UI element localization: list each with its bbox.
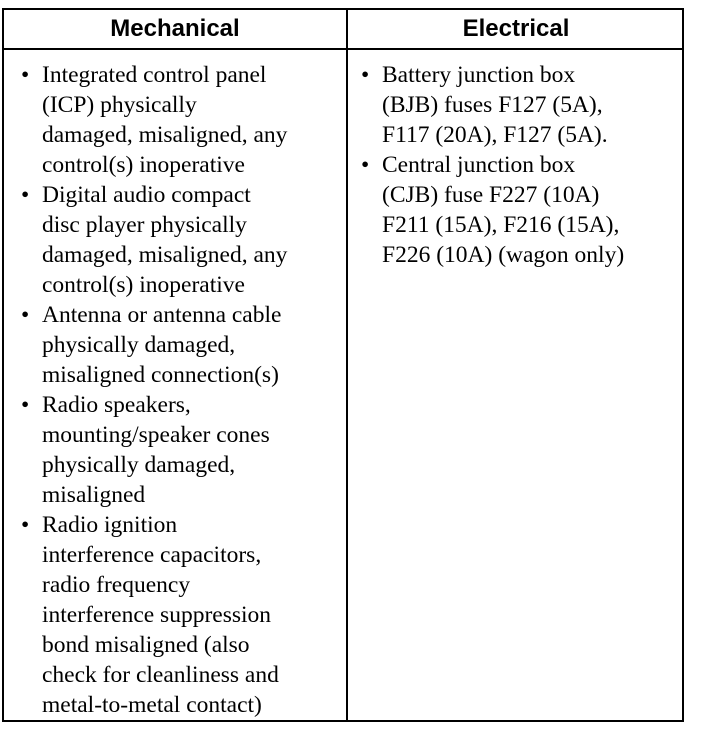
- mechanical-item-line: Integrated control panel: [42, 62, 267, 88]
- electrical-list: [356, 60, 678, 270]
- electrical-item-line: (CJB) fuse F227 (10A): [382, 182, 600, 208]
- electrical-item: [356, 150, 678, 270]
- mechanical-item-line: misaligned connection(s): [42, 362, 279, 388]
- bullet-icon: •: [361, 62, 370, 88]
- mechanical-item-line: control(s) inoperative: [42, 152, 245, 178]
- mechanical-list: [16, 60, 344, 720]
- mechanical-item-line: radio frequency: [42, 572, 191, 598]
- mechanical-item-line: Antenna or antenna cable: [42, 302, 282, 328]
- header-mechanical: Mechanical: [110, 15, 240, 42]
- electrical-item: [356, 60, 678, 150]
- bullet-icon: •: [21, 302, 30, 328]
- mechanical-item: [16, 60, 344, 180]
- mechanical-item-line: physically damaged,: [42, 332, 236, 358]
- header-divider: [4, 48, 682, 50]
- mechanical-item-line: disc player physically: [42, 212, 247, 238]
- electrical-item-line: Battery junction box: [382, 62, 576, 88]
- electrical-item-line: Central junction box: [382, 152, 576, 178]
- electrical-item-line: F211 (15A), F216 (15A),: [382, 212, 620, 238]
- mechanical-item-line: (ICP) physically: [42, 92, 197, 118]
- electrical-item-line: F117 (20A), F127 (5A).: [382, 122, 608, 148]
- mechanical-item-line: Radio speakers,: [42, 392, 191, 418]
- mechanical-item-line: damaged, misaligned, any: [42, 122, 288, 148]
- mechanical-item-line: bond misaligned (also: [42, 632, 250, 658]
- bullet-icon: •: [21, 62, 30, 88]
- mechanical-item-line: physically damaged,: [42, 452, 236, 478]
- bullet-icon: •: [21, 512, 30, 538]
- mechanical-item-line: misaligned: [42, 482, 146, 508]
- mechanical-item-line: control(s) inoperative: [42, 272, 245, 298]
- bullet-icon: •: [21, 182, 30, 208]
- mechanical-item-line: Digital audio compact: [42, 182, 251, 208]
- mechanical-item-line: Radio ignition: [42, 512, 178, 538]
- electrical-item-line: (BJB) fuses F127 (5A),: [382, 92, 603, 118]
- electrical-item-line: F226 (10A) (wagon only): [382, 242, 625, 268]
- bullet-icon: •: [21, 392, 30, 418]
- mechanical-item: [16, 510, 344, 720]
- mechanical-item: [16, 390, 344, 510]
- inspection-table: [2, 8, 684, 722]
- column-divider: [346, 10, 348, 720]
- mechanical-item-line: interference suppression: [42, 602, 272, 628]
- mechanical-item-line: damaged, misaligned, any: [42, 242, 288, 268]
- mechanical-item: [16, 300, 344, 390]
- mechanical-item-line: interference capacitors,: [42, 542, 262, 568]
- mechanical-item: [16, 180, 344, 300]
- bullet-icon: •: [361, 152, 370, 178]
- header-electrical: Electrical: [462, 15, 570, 42]
- mechanical-item-line: metal-to-metal contact): [42, 692, 262, 718]
- mechanical-item-line: mounting/speaker cones: [42, 422, 270, 448]
- mechanical-item-line: check for cleanliness and: [42, 662, 279, 688]
